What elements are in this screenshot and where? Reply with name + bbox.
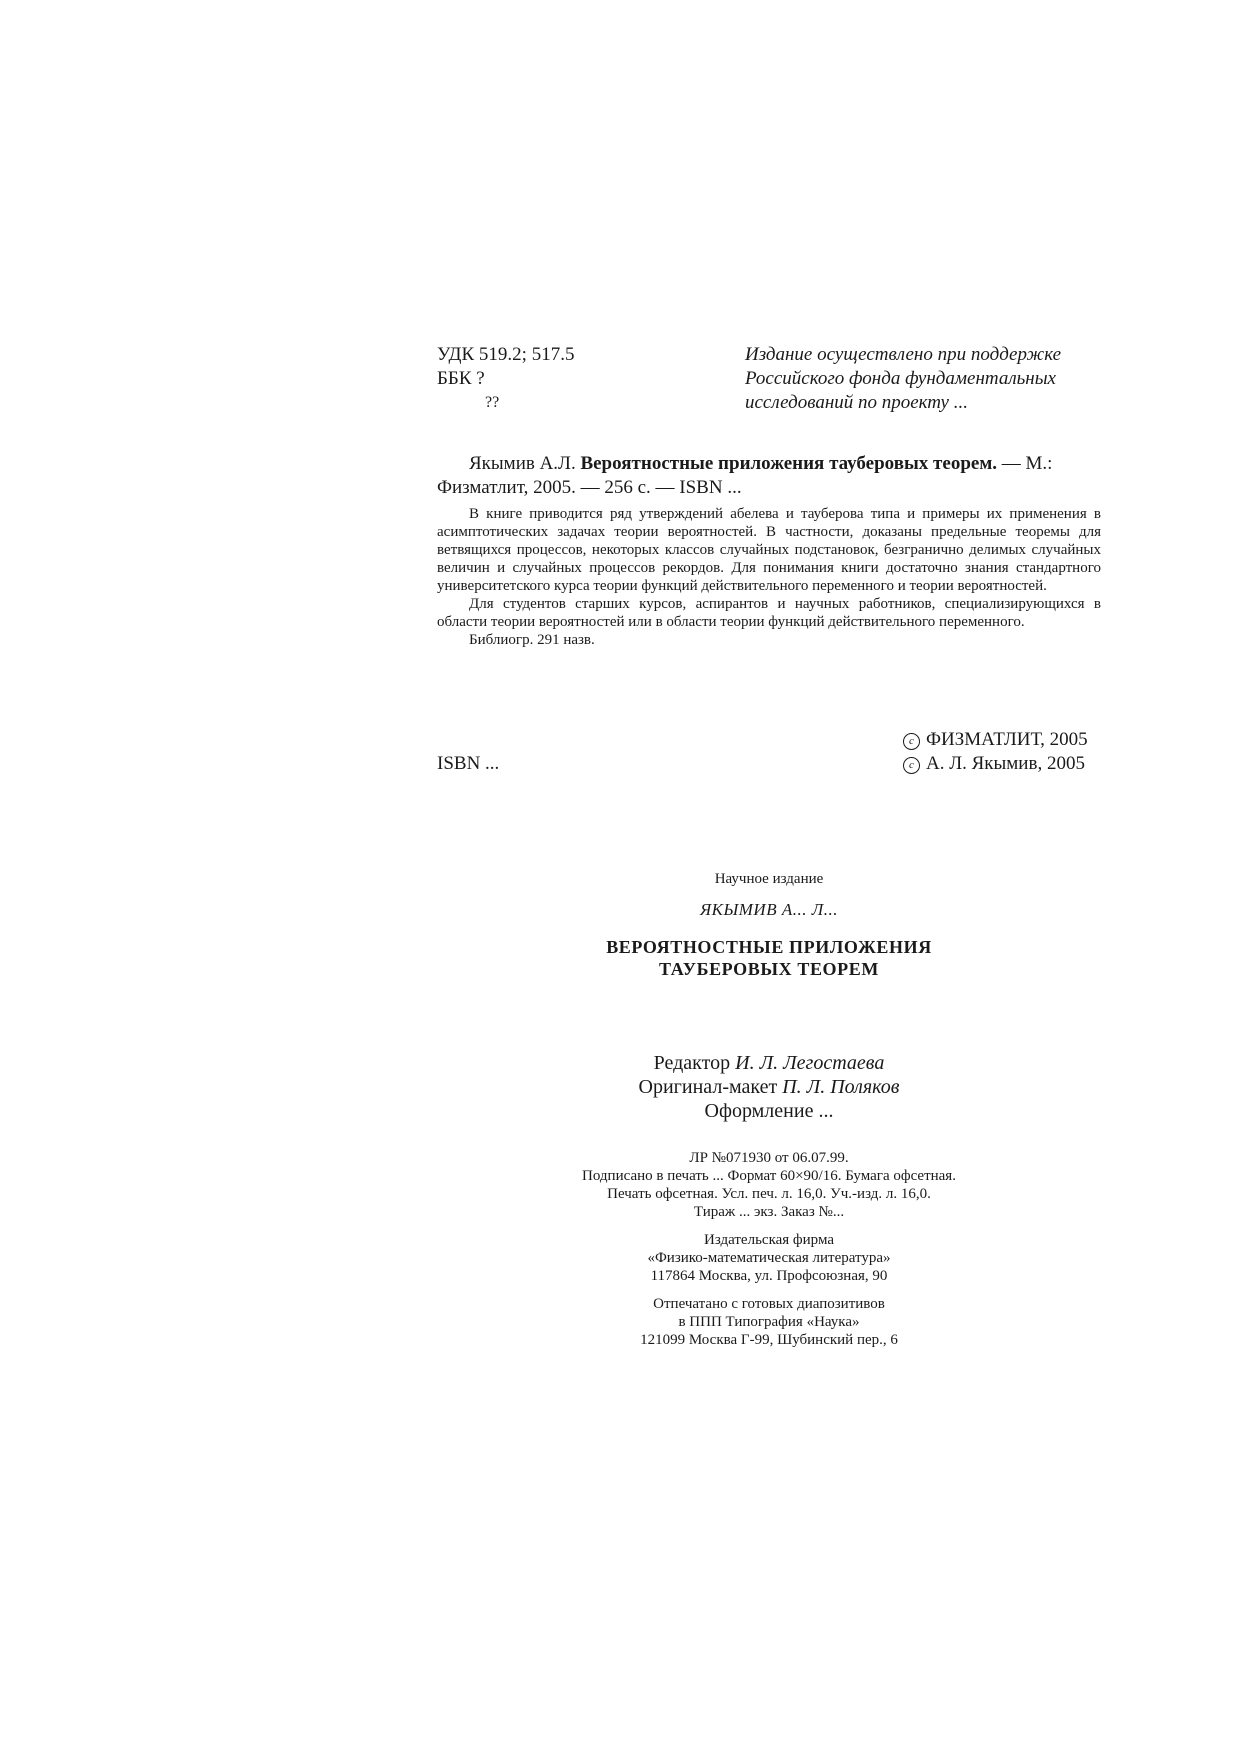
signed-line: Подписано в печать ... Формат 60×90/16. Бумага офсетная. <box>582 1168 956 1184</box>
isbn: ISBN ... <box>437 753 500 774</box>
imprint-author: ЯКЫМИВ А... Л... <box>699 900 838 919</box>
staff-credits <box>437 1051 1101 1123</box>
citation-title: Вероятностные приложения тауберовых теорем. <box>580 453 998 474</box>
imprint-title-line-1: ВЕРОЯТНОСТНЫЕ ПРИЛОЖЕНИЯ <box>606 937 932 957</box>
imprint-page <box>437 870 1101 1359</box>
abstract-bibliography: Библиогр. 291 назв. <box>469 632 595 648</box>
abstract <box>437 505 1101 649</box>
bbk-code: ББК ? <box>437 368 485 389</box>
publisher-group <box>437 1231 1101 1285</box>
design-credit: Оформление ... <box>704 1100 834 1122</box>
edition-type: Научное издание <box>714 871 824 887</box>
imprint-title <box>437 936 1101 980</box>
abstract-paragraph-1: В книге приводится ряд утверждений абелева и тауберова типа и примеры их применения в асимптотических задачах теории вероятностей. В частности, доказаны предельные теоремы для ветвящихся процессов, некоторых классов случайных подстановок, безгранично делимых случайных величин и случайных процессов рекордов. Для понимания книги достаточно знания стандартного университетского курса теории функций действительного переменного и теории вероятностей. <box>437 506 1101 594</box>
publisher-line-1: Издательская фирма <box>703 1232 835 1248</box>
funding-line-3: исследований по проекту ... <box>745 392 968 413</box>
author-sign: ?? <box>485 394 500 411</box>
funding-line-1: Издание осуществлено при поддержке <box>745 344 1062 365</box>
circulation-line: Тираж ... экз. Заказ №... <box>693 1204 845 1220</box>
editor-name: И. Л. Легостаева <box>735 1052 885 1074</box>
abstract-paragraph-2: Для студентов старших курсов, аспирантов и научных работников, специализирующихся в области теории вероятностей или в области теории функций действительного переменного. <box>437 596 1101 630</box>
printer-line-3: 121099 Москва Г-99, Шубинский пер., 6 <box>640 1332 898 1348</box>
imprint-title-line-2: ТАУБЕРОВЫХ ТЕОРЕМ <box>659 959 879 979</box>
bibliographic-citation <box>437 452 1101 500</box>
udk-code: УДК 519.2; 517.5 <box>437 344 575 365</box>
citation-publisher-city: — М.: <box>1001 453 1053 474</box>
printing-line: Печать офсетная. Усл. печ. л. 16,0. Уч.-изд. л. 16,0. <box>607 1186 931 1202</box>
print-spec-group <box>437 1149 1101 1221</box>
classification-block <box>437 343 697 415</box>
funding-line-2: Российского фонда фундаментальных <box>745 368 1056 389</box>
printer-line-1: Отпечатано с готовых диапозитивов <box>653 1296 885 1312</box>
copyright-author: c А. Л. Якымив, 2005 <box>903 752 1103 776</box>
printer-line-2: в ППП Типография «Наука» <box>678 1314 860 1330</box>
funding-note <box>745 343 1105 415</box>
citation-publisher-line: Физматлит, 2005. — 256 с. — ISBN ... <box>437 477 742 498</box>
printer-group <box>437 1295 1101 1349</box>
print-details <box>437 1149 1101 1349</box>
publisher-line-2: «Физико-математическая литература» <box>647 1250 891 1266</box>
editor-credit: Редактор И. Л. Легостаева <box>653 1052 885 1074</box>
layout-credit: Оригинал-макет П. Л. Поляков <box>638 1076 900 1098</box>
copyright-publisher: c ФИЗМАТЛИТ, 2005 <box>903 728 1103 752</box>
copyright-block <box>903 728 1103 776</box>
layout-name: П. Л. Поляков <box>782 1076 900 1098</box>
license-line: ЛР №071930 от 06.07.99. <box>689 1150 849 1166</box>
publisher-line-3: 117864 Москва, ул. Профсоюзная, 90 <box>650 1268 888 1284</box>
copyright-icon: c <box>903 733 920 750</box>
copyright-icon: c <box>903 757 920 774</box>
citation-author: Якымив А.Л. <box>469 453 576 474</box>
